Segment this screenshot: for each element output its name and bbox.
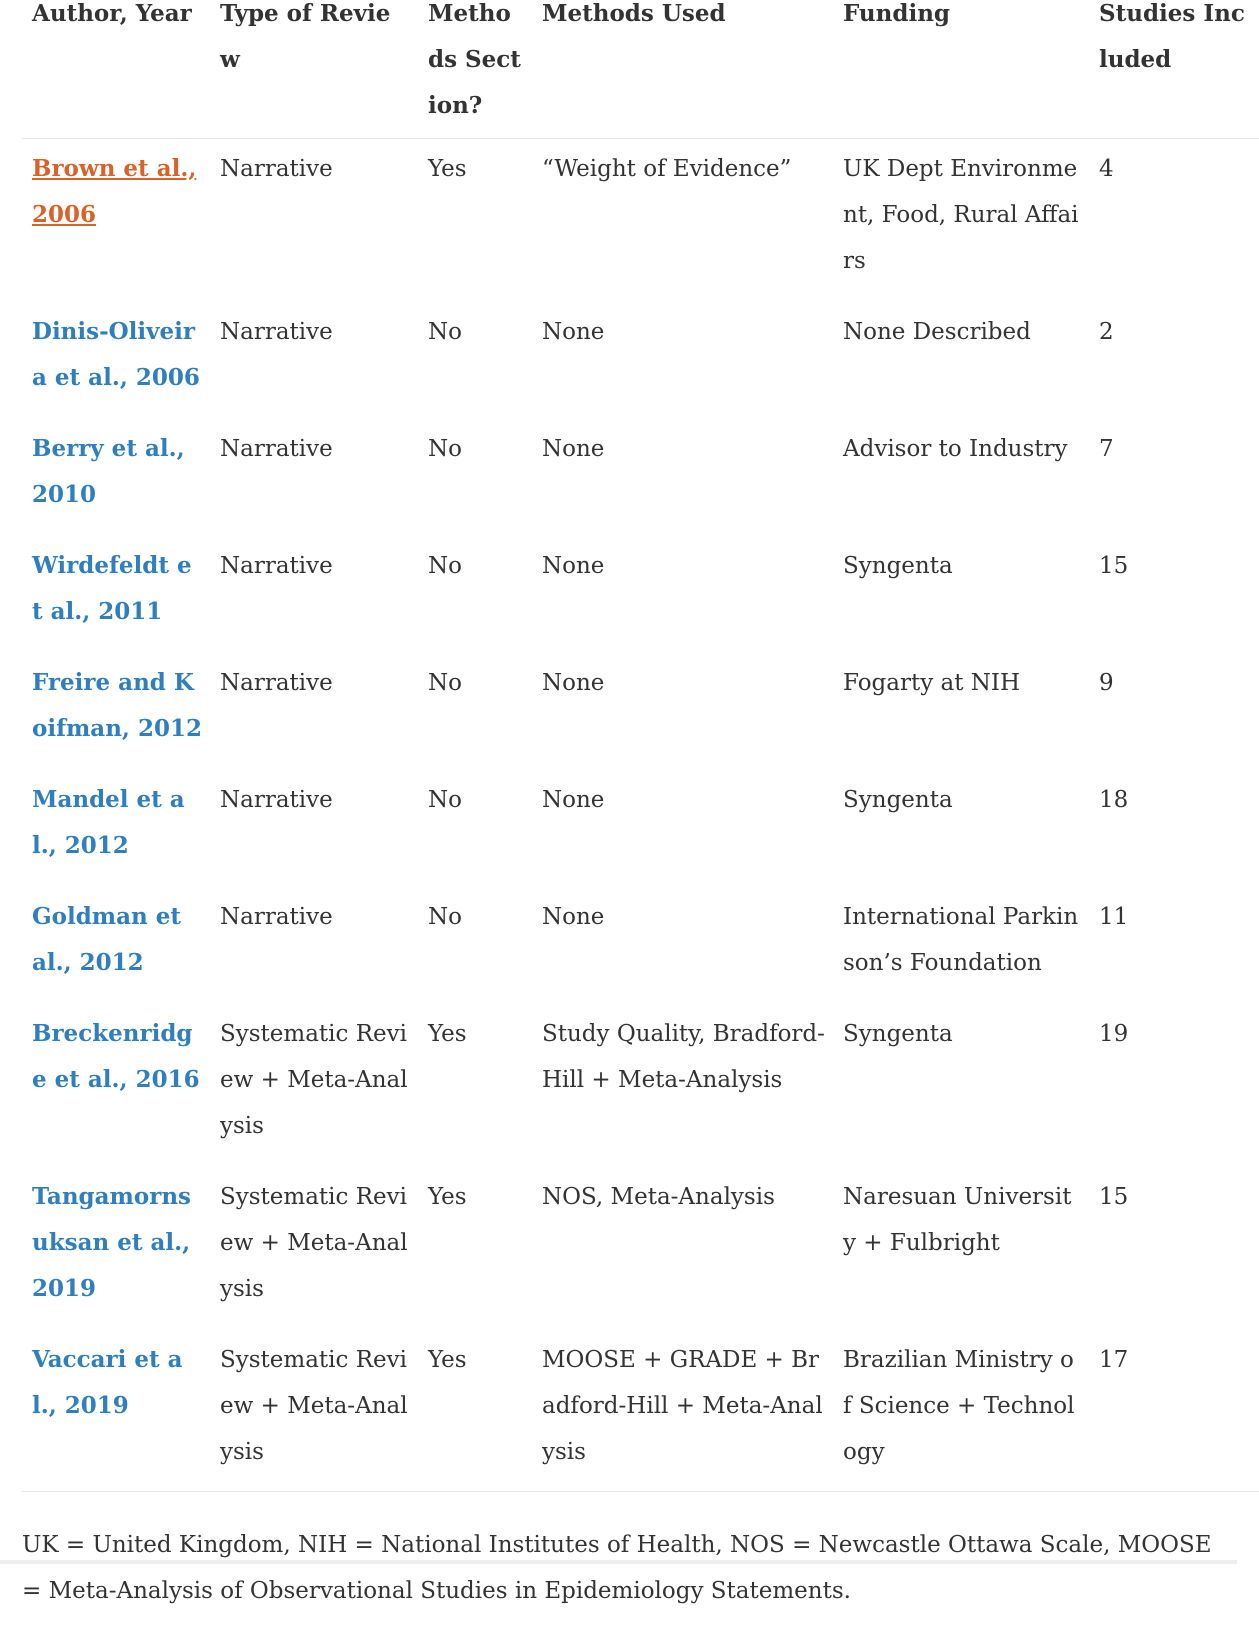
funding-cell: Naresuan University + Fulbright: [843, 1184, 1072, 1256]
funding-cell: Syngenta: [843, 787, 953, 813]
author-link[interactable]: Berry et al., 2010: [32, 435, 185, 508]
author-link[interactable]: Mandel et al., 2012: [32, 786, 185, 859]
funding-cell: Advisor to Industry: [843, 436, 1068, 462]
table-footnote: UK = United Kingdom, NIH = National Institutes of Health, NOS = Newcastle Ottawa Scale, MOOSE = Meta-Analysis of Observational Studies in Epidemiology Statements.: [22, 1532, 1212, 1604]
methods-used-cell: None: [542, 436, 605, 462]
header-author-year: Author, Year: [32, 0, 192, 27]
funding-cell: UK Dept Environment, Food, Rural Affairs: [843, 156, 1079, 274]
table-row: [22, 885, 1259, 1002]
table-row: [22, 534, 1259, 651]
table-container: [22, 0, 1259, 1614]
reviews-table: [22, 0, 1259, 1492]
methods-used-cell: None: [542, 553, 605, 579]
methods-section-cell: Yes: [428, 1347, 467, 1373]
type-cell: Systematic Review + Meta-Analysis: [220, 1184, 408, 1302]
header-methods-section: Methods Section?: [428, 0, 521, 119]
methods-section-cell: No: [428, 904, 462, 930]
methods-section-cell: No: [428, 553, 462, 579]
type-cell: Systematic Review + Meta-Analysis: [220, 1021, 408, 1139]
table-row: [22, 1328, 1259, 1492]
methods-section-cell: No: [428, 670, 462, 696]
author-link[interactable]: Brown et al., 2006: [32, 155, 197, 228]
funding-cell: Brazilian Ministry of Science + Technology: [843, 1347, 1075, 1465]
type-cell: Narrative: [220, 904, 333, 930]
studies-cell: 18: [1099, 787, 1129, 813]
studies-cell: 11: [1099, 904, 1129, 930]
type-cell: Narrative: [220, 319, 333, 345]
studies-cell: 15: [1099, 1184, 1129, 1210]
table-row: [22, 139, 1259, 301]
studies-cell: 2: [1099, 319, 1114, 345]
methods-section-cell: No: [428, 319, 462, 345]
methods-used-cell: MOOSE + GRADE + Bradford-Hill + Meta-Analysis: [542, 1347, 823, 1465]
funding-cell: Syngenta: [843, 1021, 953, 1047]
methods-used-cell: NOS, Meta-Analysis: [542, 1184, 775, 1210]
methods-used-cell: None: [542, 787, 605, 813]
type-cell: Narrative: [220, 670, 333, 696]
studies-cell: 7: [1099, 436, 1114, 462]
methods-section-cell: No: [428, 787, 462, 813]
funding-cell: Syngenta: [843, 553, 953, 579]
author-link[interactable]: Freire and Koifman, 2012: [32, 669, 202, 742]
header-type-of-review: Type of Review: [220, 0, 391, 73]
table-row: [22, 300, 1259, 417]
author-link[interactable]: Tangamornsuksan et al., 2019: [32, 1183, 191, 1302]
table-row: [22, 1165, 1259, 1328]
methods-used-cell: None: [542, 904, 605, 930]
studies-cell: 9: [1099, 670, 1114, 696]
type-cell: Systematic Review + Meta-Analysis: [220, 1347, 408, 1465]
header-funding: Funding: [843, 0, 950, 27]
methods-used-cell: “Weight of Evidence”: [542, 156, 792, 182]
studies-cell: 15: [1099, 553, 1129, 579]
bottom-divider: [0, 1560, 1237, 1564]
table-row: [22, 1002, 1259, 1165]
methods-section-cell: Yes: [428, 1021, 467, 1047]
header-methods-used: Methods Used: [542, 0, 726, 27]
funding-cell: Fogarty at NIH: [843, 670, 1021, 696]
author-link[interactable]: Dinis-Oliveira et al., 2006: [32, 318, 200, 391]
type-cell: Narrative: [220, 436, 333, 462]
studies-cell: 19: [1099, 1021, 1129, 1047]
methods-section-cell: Yes: [428, 1184, 467, 1210]
funding-cell: None Described: [843, 319, 1031, 345]
methods-used-cell: None: [542, 319, 605, 345]
methods-section-cell: No: [428, 436, 462, 462]
funding-cell: International Parkinson’s Foundation: [843, 904, 1079, 976]
type-cell: Narrative: [220, 156, 333, 182]
methods-used-cell: None: [542, 670, 605, 696]
table-row: [22, 417, 1259, 534]
header-studies-included: Studies Included: [1099, 0, 1245, 73]
studies-cell: 4: [1099, 156, 1114, 182]
table-row: [22, 768, 1259, 885]
methods-section-cell: Yes: [428, 156, 467, 182]
author-link[interactable]: Wirdefeldt et al., 2011: [32, 552, 192, 625]
author-link[interactable]: Vaccari et al., 2019: [32, 1346, 183, 1419]
type-cell: Narrative: [220, 553, 333, 579]
author-link[interactable]: Breckenridge et al., 2016: [32, 1020, 200, 1093]
methods-used-cell: Study Quality, Bradford-Hill + Meta-Analysis: [542, 1021, 825, 1093]
table-row: [22, 651, 1259, 768]
table-header-row: [22, 0, 1259, 139]
type-cell: Narrative: [220, 787, 333, 813]
studies-cell: 17: [1099, 1347, 1129, 1373]
author-link[interactable]: Goldman et al., 2012: [32, 903, 182, 976]
